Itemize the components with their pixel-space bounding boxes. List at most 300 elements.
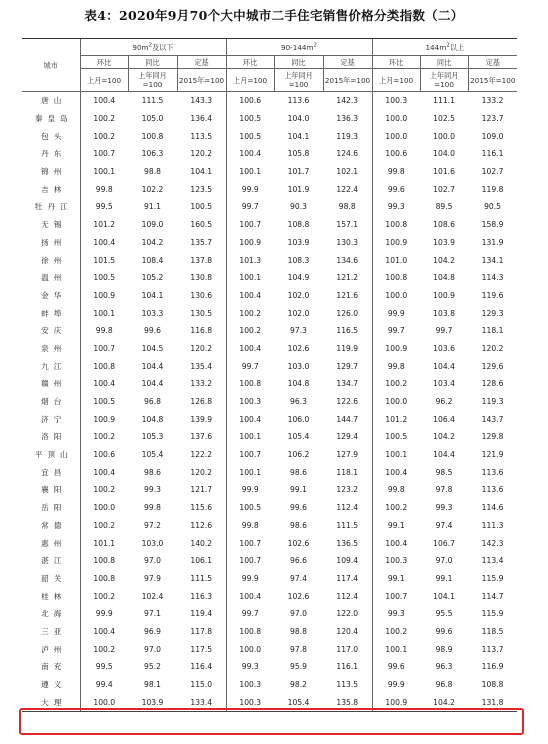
index-value: 109.0: [141, 220, 164, 230]
index-value: 100.4: [226, 340, 274, 358]
index-value: 101.7: [287, 167, 310, 177]
index-value: 99.3: [226, 658, 274, 676]
index-value: 122.0: [336, 609, 359, 619]
city-column-header: 城市: [22, 39, 80, 92]
index-value: 103.8: [433, 308, 455, 318]
index-value: 99.8: [80, 180, 128, 198]
table-row: [22, 357, 517, 375]
index-value: 130.8: [190, 273, 213, 283]
table-row: [22, 180, 517, 198]
index-value: 99.8: [80, 322, 128, 340]
table-row: [22, 499, 517, 517]
index-value: 123.2: [336, 485, 359, 495]
index-value: 100.4: [226, 287, 274, 305]
index-value: 99.8: [372, 163, 420, 181]
index-value: 109.0: [481, 131, 504, 141]
index-value: 119.3: [336, 131, 359, 141]
index-value: 100.2: [226, 304, 274, 322]
index-value: 100.0: [372, 393, 420, 411]
index-value: 97.2: [144, 520, 161, 530]
index-value: 118.1: [481, 326, 504, 336]
index-value: 100.8: [80, 357, 128, 375]
subheader-定基: 定基: [177, 56, 226, 69]
index-value: 128.6: [481, 379, 504, 389]
index-value: 114.3: [481, 273, 504, 283]
index-value: 100.0: [372, 110, 420, 128]
index-value: 100.7: [372, 587, 420, 605]
index-value: 99.1: [372, 517, 420, 535]
index-value: 116.4: [190, 662, 213, 672]
index-value: 100.0: [80, 693, 128, 711]
index-value: 100.4: [80, 623, 128, 641]
index-value: 104.0: [433, 149, 455, 159]
index-value: 95.9: [290, 662, 307, 672]
index-value: 100.4: [226, 145, 274, 163]
index-value: 100.8: [372, 269, 420, 287]
price-index-table: [22, 38, 517, 712]
index-value: 100.0: [80, 499, 128, 517]
index-value: 91.1: [144, 202, 161, 212]
index-value: 102.6: [287, 591, 310, 601]
index-value: 100.2: [372, 623, 420, 641]
index-value: 120.2: [190, 467, 213, 477]
index-value: 97.0: [435, 556, 453, 566]
index-value: 100.4: [80, 92, 128, 110]
index-value: 135.7: [190, 237, 213, 247]
index-value: 113.4: [481, 556, 504, 566]
index-value: 105.4: [274, 693, 323, 711]
highlight-box-dali: [19, 708, 524, 735]
index-value: 120.2: [190, 343, 213, 353]
index-value: 100.9: [226, 234, 274, 252]
index-value: 113.6: [481, 467, 504, 477]
table-row: [22, 481, 517, 499]
city-name: 惠州: [41, 538, 67, 548]
index-value: 90.5: [484, 202, 501, 212]
index-value: 114.7: [481, 591, 504, 601]
index-value: 100.7: [80, 145, 128, 163]
index-value: 99.3: [372, 605, 420, 623]
index-value: 105.4: [141, 450, 164, 460]
table-row: [22, 446, 517, 464]
city-name: 三亚: [41, 626, 67, 636]
index-value: 104.8: [141, 414, 164, 424]
index-value: 104.8: [287, 379, 310, 389]
base-header: 2015年=100: [177, 69, 226, 92]
index-value: 100.5: [80, 393, 128, 411]
index-value: 113.7: [481, 644, 504, 654]
index-value: 100.5: [80, 269, 128, 287]
index-value: 103.0: [141, 538, 164, 548]
index-value: 118.1: [336, 467, 359, 477]
city-name: 南充: [41, 662, 67, 672]
index-value: 121.2: [336, 273, 359, 283]
index-value: 100.4: [372, 534, 420, 552]
index-value: 104.1: [287, 131, 310, 141]
index-value: 140.2: [190, 538, 213, 548]
index-value: 100.2: [372, 375, 420, 393]
index-value: 104.8: [433, 273, 455, 283]
table-row: [22, 340, 517, 358]
base-header: 上年同月=100: [128, 69, 177, 92]
city-name: 安庆: [41, 326, 67, 336]
index-value: 109.4: [336, 556, 359, 566]
index-value: 101.9: [287, 184, 310, 194]
index-value: 98.6: [290, 520, 307, 530]
index-value: 117.4: [336, 573, 359, 583]
index-value: 100.9: [372, 693, 420, 711]
index-value: 137.6: [190, 432, 213, 442]
index-value: 129.3: [481, 308, 504, 318]
city-name: 洛阳: [41, 432, 67, 442]
index-value: 95.5: [435, 609, 453, 619]
index-value: 111.5: [190, 573, 213, 583]
index-value: 130.6: [190, 290, 213, 300]
city-name: 济宁: [41, 414, 67, 424]
index-value: 104.5: [141, 343, 164, 353]
index-value: 121.6: [336, 290, 359, 300]
index-value: 124.6: [336, 149, 359, 159]
city-name: 丹东: [41, 149, 67, 159]
index-value: 103.3: [141, 308, 164, 318]
index-value: 104.4: [141, 379, 164, 389]
index-value: 117.8: [190, 626, 213, 636]
table-row: [22, 251, 517, 269]
index-value: 116.1: [336, 662, 359, 672]
index-value: 100.8: [141, 131, 164, 141]
index-value: 100.1: [226, 463, 274, 481]
index-value: 122.6: [336, 397, 359, 407]
index-value: 96.2: [435, 397, 453, 407]
index-value: 99.6: [372, 180, 420, 198]
index-value: 99.9: [372, 676, 420, 694]
index-value: 100.1: [80, 163, 128, 181]
index-value: 113.5: [190, 131, 213, 141]
index-value: 143.3: [190, 96, 213, 106]
index-value: 100.1: [372, 640, 420, 658]
table-row: [22, 587, 517, 605]
index-value: 100.8: [226, 375, 274, 393]
index-value: 121.7: [190, 485, 213, 495]
index-value: 100.7: [80, 340, 128, 358]
index-value: 99.6: [290, 503, 307, 513]
group-header-medium: $90-144m^2$: [226, 39, 372, 56]
index-value: 112.4: [336, 503, 359, 513]
index-value: 116.5: [336, 326, 359, 336]
index-value: 117.5: [190, 644, 213, 654]
index-value: 105.2: [141, 273, 164, 283]
index-value: 116.1: [481, 149, 504, 159]
index-value: 100.7: [226, 216, 274, 234]
city-name: 襄阳: [41, 485, 67, 495]
index-value: 96.9: [144, 626, 161, 636]
index-value: 120.2: [481, 343, 504, 353]
index-value: 100.2: [80, 517, 128, 535]
index-value: 99.7: [226, 605, 274, 623]
index-value: 100.2: [80, 110, 128, 128]
index-value: 100.6: [80, 446, 128, 464]
index-value: 96.3: [435, 662, 453, 672]
table-row: [22, 127, 517, 145]
index-value: 130.3: [336, 237, 359, 247]
index-value: 100.9: [372, 234, 420, 252]
index-value: 127.9: [336, 450, 359, 460]
index-value: 114.6: [481, 503, 504, 513]
index-value: 98.6: [290, 467, 307, 477]
index-value: 99.9: [372, 304, 420, 322]
table-row: [22, 393, 517, 411]
index-value: 100.7: [226, 552, 274, 570]
city-name: 常德: [41, 520, 67, 530]
index-value: 98.2: [290, 680, 307, 690]
city-name: 金华: [41, 290, 67, 300]
index-value: 104.0: [287, 114, 310, 124]
index-value: 100.4: [80, 234, 128, 252]
index-value: 99.9: [226, 570, 274, 588]
index-value: 106.2: [287, 450, 310, 460]
index-value: 90.3: [290, 202, 307, 212]
index-value: 133.2: [190, 379, 213, 389]
index-value: 100.2: [372, 499, 420, 517]
group-header-small: $90m^2$及以下: [80, 39, 226, 56]
index-value: 102.7: [433, 184, 455, 194]
index-value: 121.9: [481, 450, 504, 460]
index-value: 96.3: [290, 397, 307, 407]
index-value: 100.9: [433, 290, 455, 300]
base-header: 上年同月=100: [274, 69, 323, 92]
index-value: 98.9: [435, 644, 453, 654]
index-value: 100.9: [372, 340, 420, 358]
table-row: [22, 92, 517, 110]
index-value: 99.3: [144, 485, 161, 495]
index-value: 100.8: [80, 570, 128, 588]
index-value: 131.9: [481, 237, 504, 247]
city-name: 无锡: [41, 220, 67, 230]
index-value: 102.1: [336, 167, 359, 177]
table-row: [22, 198, 517, 216]
table-row: [22, 428, 517, 446]
index-value: 123.7: [481, 114, 504, 124]
index-value: 100.9: [80, 410, 128, 428]
index-value: 99.5: [80, 658, 128, 676]
index-value: 97.9: [144, 573, 161, 583]
index-value: 101.0: [372, 251, 420, 269]
table-row: [22, 287, 517, 305]
city-name: 蚌埠: [41, 308, 67, 318]
index-value: 104.1: [141, 290, 164, 300]
table-row: [22, 322, 517, 340]
index-value: 111.3: [481, 520, 504, 530]
index-value: 97.8: [435, 485, 453, 495]
index-value: 139.9: [190, 414, 213, 424]
index-value: 103.9: [287, 237, 310, 247]
index-value: 106.3: [141, 149, 164, 159]
base-header: 2015年=100: [323, 69, 372, 92]
index-value: 135.8: [323, 693, 372, 711]
index-value: 134.6: [336, 255, 359, 265]
index-value: 98.8: [290, 626, 307, 636]
index-value: 102.2: [141, 184, 164, 194]
index-value: 99.8: [226, 517, 274, 535]
index-value: 144.7: [336, 414, 359, 424]
base-header: 上月=100: [226, 69, 274, 92]
index-value: 120.2: [190, 149, 213, 159]
subheader-定基: 定基: [468, 56, 517, 69]
index-value: 100.5: [226, 127, 274, 145]
index-value: 115.6: [190, 503, 213, 513]
index-value: 99.9: [226, 481, 274, 499]
index-value: 100.4: [226, 410, 274, 428]
index-value: 122.2: [190, 450, 213, 460]
subheader-环比: 环比: [226, 56, 274, 69]
city-name: 遵义: [41, 680, 67, 690]
index-value: 112.4: [336, 591, 359, 601]
city-name: 赣州: [41, 379, 67, 389]
index-value: 100.5: [372, 428, 420, 446]
index-value: 100.3: [372, 92, 420, 110]
city-name: 泸州: [41, 644, 67, 654]
table-row: [22, 463, 517, 481]
index-value: 103.9: [433, 237, 455, 247]
city-name: 徐州: [41, 255, 67, 265]
index-value: 100.0: [433, 131, 455, 141]
index-value: 108.3: [287, 255, 310, 265]
index-value: 131.8: [468, 693, 517, 711]
index-value: 100.4: [80, 463, 128, 481]
table-row: [22, 676, 517, 694]
index-value: 129.7: [336, 361, 359, 371]
index-value: 98.1: [144, 680, 161, 690]
city-name: 宜昌: [41, 467, 67, 477]
index-value: 119.4: [190, 609, 213, 619]
index-value: 116.8: [190, 326, 213, 336]
index-value: 96.8: [435, 680, 453, 690]
city-name: 平顶山: [34, 450, 73, 460]
index-value: 102.0: [287, 308, 310, 318]
index-value: 136.5: [336, 538, 359, 548]
index-value: 117.0: [336, 644, 359, 654]
index-value: 105.8: [287, 149, 310, 159]
base-header: 2015年=100: [468, 69, 517, 92]
index-value: 98.8: [338, 202, 356, 212]
index-value: 122.4: [336, 184, 359, 194]
table-row: [22, 216, 517, 234]
table-row: [22, 640, 517, 658]
index-value: 116.9: [481, 662, 504, 672]
index-value: 126.8: [190, 397, 213, 407]
index-value: 99.1: [372, 570, 420, 588]
index-value: 108.4: [141, 255, 164, 265]
city-name: 吉林: [41, 184, 67, 194]
index-value: 134.7: [336, 379, 359, 389]
index-value: 102.0: [287, 290, 310, 300]
table-row: [22, 375, 517, 393]
index-value: 100.4: [226, 587, 274, 605]
index-value: 103.9: [128, 693, 177, 711]
index-value: 105.0: [141, 114, 164, 124]
index-value: 111.5: [336, 520, 359, 530]
table-row: [22, 534, 517, 552]
index-value: 99.5: [80, 198, 128, 216]
index-value: 100.8: [226, 623, 274, 641]
index-value: 100.0: [372, 287, 420, 305]
index-value: 99.3: [435, 503, 453, 513]
index-value: 111.5: [141, 96, 164, 106]
table-title: 表4：2020年9月70个大中城市二手住宅销售价格分类指数（二）: [84, 8, 464, 23]
index-value: 104.9: [287, 273, 310, 283]
index-value: 100.9: [80, 287, 128, 305]
index-value: 99.8: [372, 357, 420, 375]
index-value: 97.4: [290, 573, 307, 583]
index-value: 119.9: [336, 343, 359, 353]
index-value: 104.4: [433, 450, 455, 460]
table-row: [22, 410, 517, 428]
index-value: 98.6: [144, 467, 161, 477]
index-value: 104.2: [433, 255, 455, 265]
table-row: [22, 552, 517, 570]
index-value: 104.4: [433, 361, 455, 371]
index-value: 100.4: [372, 463, 420, 481]
index-value: 157.1: [336, 220, 359, 230]
index-value: 106.4: [433, 414, 455, 424]
index-value: 103.0: [287, 361, 310, 371]
index-value: 100.2: [80, 127, 128, 145]
index-value: 100.5: [226, 110, 274, 128]
index-value: 130.5: [190, 308, 213, 318]
index-value: 99.7: [226, 198, 274, 216]
index-value: 100.8: [80, 552, 128, 570]
index-value: 100.5: [226, 499, 274, 517]
index-value: 99.8: [144, 503, 161, 513]
index-value: 115.9: [481, 573, 504, 583]
index-value: 123.5: [190, 184, 213, 194]
subheader-同比: 同比: [274, 56, 323, 69]
index-value: 116.3: [190, 591, 213, 601]
index-value: 96.6: [290, 556, 307, 566]
index-value: 136.4: [190, 114, 213, 124]
index-value: 104.4: [141, 361, 164, 371]
city-name: 锦州: [41, 167, 67, 177]
index-value: 97.3: [290, 326, 307, 336]
index-value: 100.7: [226, 534, 274, 552]
index-value: 100.2: [80, 640, 128, 658]
table-row: [22, 570, 517, 588]
index-value: 100.1: [226, 163, 274, 181]
index-value: 97.4: [435, 520, 453, 530]
table-row: [22, 658, 517, 676]
index-value: 105.4: [287, 432, 310, 442]
table-row: [22, 517, 517, 535]
index-value: 103.4: [433, 379, 455, 389]
index-value: 104.1: [190, 167, 213, 177]
index-value: 97.0: [144, 556, 161, 566]
index-value: 100.2: [80, 481, 128, 499]
city-name: 韶关: [41, 573, 67, 583]
index-value: 99.6: [435, 626, 453, 636]
index-value: 100.1: [372, 446, 420, 464]
index-value: 100.1: [80, 304, 128, 322]
index-value: 101.1: [80, 534, 128, 552]
index-value: 105.3: [141, 432, 164, 442]
index-value: 129.6: [481, 361, 504, 371]
subheader-同比: 同比: [420, 56, 468, 69]
index-value: 102.5: [433, 114, 455, 124]
index-value: 129.4: [336, 432, 359, 442]
index-value: 97.0: [290, 609, 307, 619]
index-value: 97.1: [144, 609, 161, 619]
index-value: 118.5: [481, 626, 504, 636]
city-name: 岳阳: [41, 503, 67, 513]
